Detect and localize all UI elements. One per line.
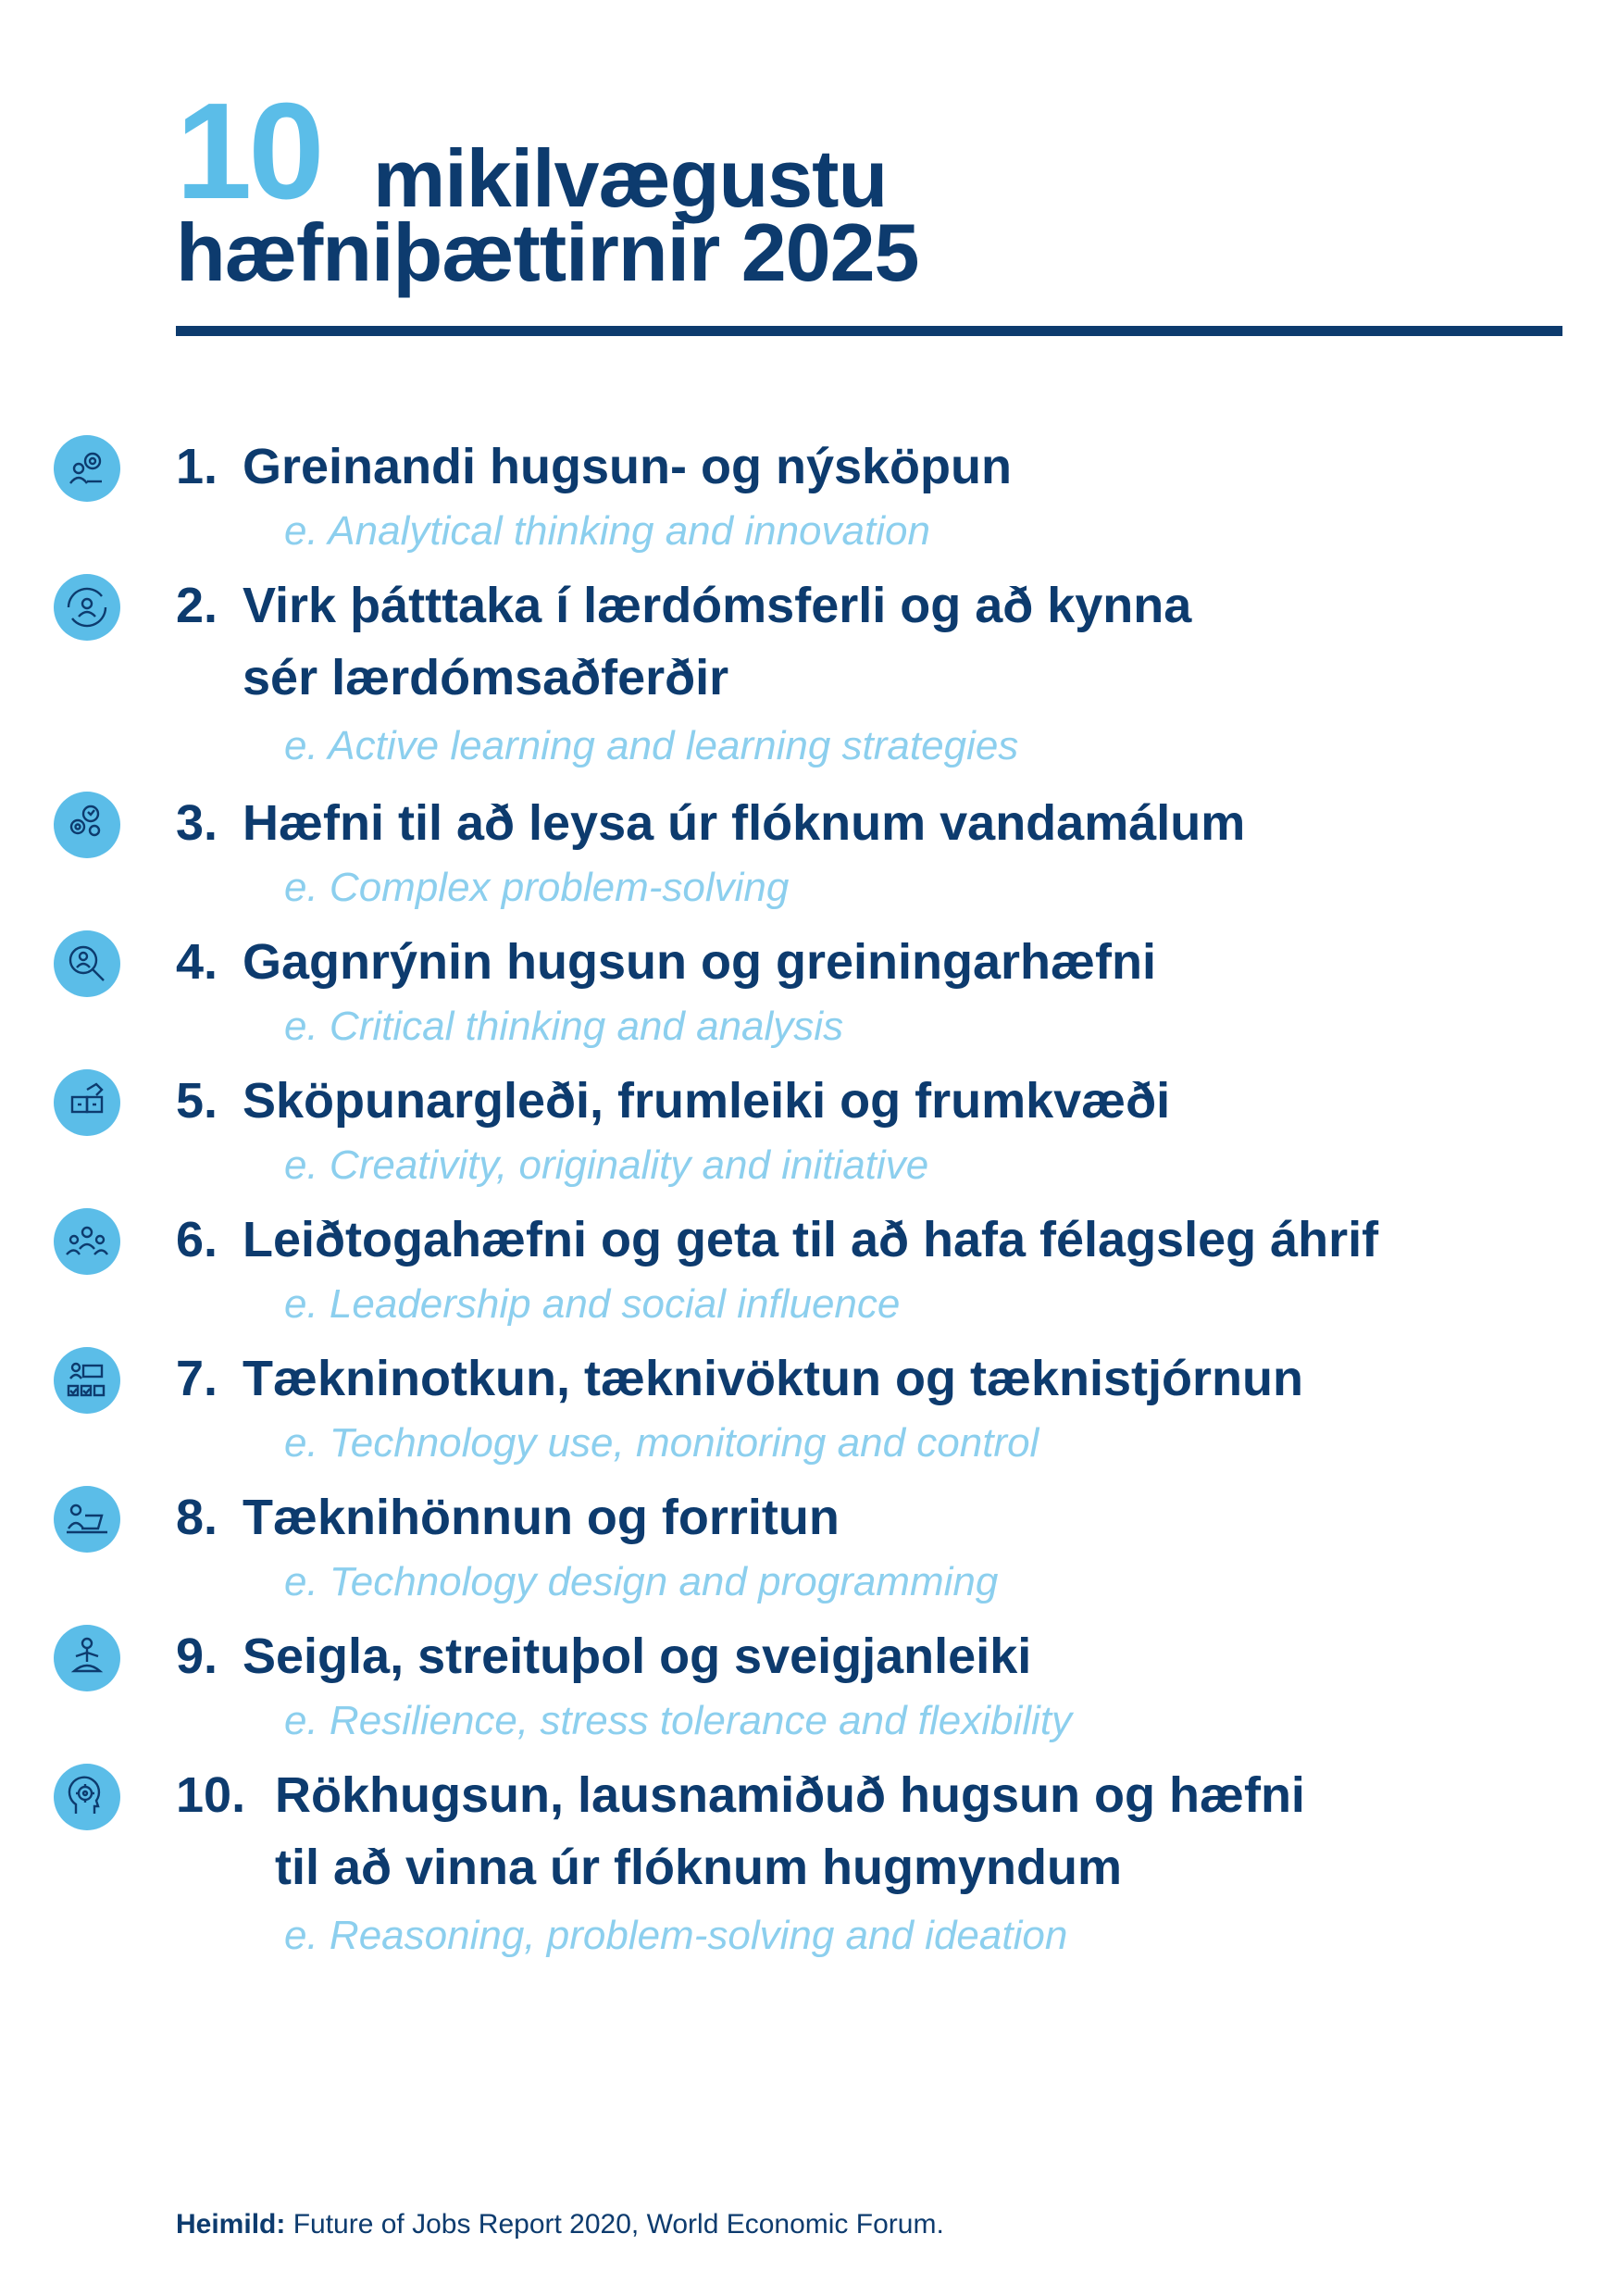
item-english: e. Complex problem-solving <box>284 865 790 910</box>
gears-problem-icon <box>54 792 120 858</box>
item-heading: Virk þátttaka í lærdómsferli og að kynna <box>243 578 1192 633</box>
learning-cycle-icon <box>54 574 120 641</box>
title-divider <box>176 326 1562 336</box>
item-number: 10. <box>176 1767 246 1823</box>
item-number: 6. <box>176 1212 218 1267</box>
item-heading: Gagnrýnin hugsun og greiningarhæfni <box>243 934 1156 990</box>
item-heading: Leiðtogahæfni og geta til að hafa félagsleg áhrif <box>243 1212 1379 1267</box>
item-english: e. Leadership and social influence <box>284 1281 901 1327</box>
item-english: e. Technology design and programming <box>284 1559 999 1604</box>
source-text: Future of Jobs Report 2020, World Economic Forum. <box>285 2209 944 2240</box>
gear-person-icon <box>54 435 120 502</box>
magnifier-person-icon <box>54 930 120 997</box>
item-heading: Tæknihönnun og forritun <box>243 1490 840 1545</box>
item-number: 2. <box>176 578 218 633</box>
item-number: 1. <box>176 439 218 494</box>
item-english: e. Analytical thinking and innovation <box>284 508 930 554</box>
item-english: e. Critical thinking and analysis <box>284 1004 844 1049</box>
item-number: 4. <box>176 934 218 990</box>
item-heading: Seigla, streituþol og sveigjanleiki <box>243 1628 1032 1684</box>
item-heading: Rökhugsun, lausnamiðuð hugsun og hæfni <box>275 1767 1305 1823</box>
item-heading: Tækninotkun, tæknivöktun og tæknistjórnun <box>243 1351 1303 1406</box>
head-target-icon <box>54 1764 120 1830</box>
item-number: 8. <box>176 1490 218 1545</box>
title-line-2: hæfniþættirnir 2025 <box>176 206 919 298</box>
meditation-person-icon <box>54 1625 120 1691</box>
checklist-monitor-icon <box>54 1347 120 1414</box>
item-english: e. Creativity, originality and initiative <box>284 1142 929 1188</box>
title-line-1: mikilvægustu <box>373 132 888 224</box>
item-heading-continued: sér lærdómsaðferðir <box>243 650 729 705</box>
source-label: Heimild: <box>176 2209 286 2240</box>
source-footer <box>176 2209 944 2240</box>
item-english: e. Resilience, stress tolerance and flexibility <box>284 1698 1073 1743</box>
item-heading: Sköpunargleði, frumleiki og frumkvæði <box>243 1073 1171 1129</box>
item-number: 5. <box>176 1073 218 1129</box>
item-heading: Hæfni til að leysa úr flóknum vandamálum <box>243 795 1246 851</box>
title-number: 10 <box>176 75 321 228</box>
item-english: e. Active learning and learning strategies <box>284 723 1019 768</box>
group-people-icon <box>54 1208 120 1275</box>
item-number: 7. <box>176 1351 218 1406</box>
item-english: e. Technology use, monitoring and control <box>284 1420 1039 1466</box>
puzzle-icon <box>54 1069 120 1136</box>
item-heading-continued: til að vinna úr flóknum hugmyndum <box>275 1840 1123 1895</box>
item-number: 9. <box>176 1628 218 1684</box>
item-english: e. Reasoning, problem-solving and ideation <box>284 1913 1068 1958</box>
item-number: 3. <box>176 795 218 851</box>
person-laptop-icon <box>54 1486 120 1553</box>
item-heading: Greinandi hugsun- og nýsköpun <box>243 439 1012 494</box>
